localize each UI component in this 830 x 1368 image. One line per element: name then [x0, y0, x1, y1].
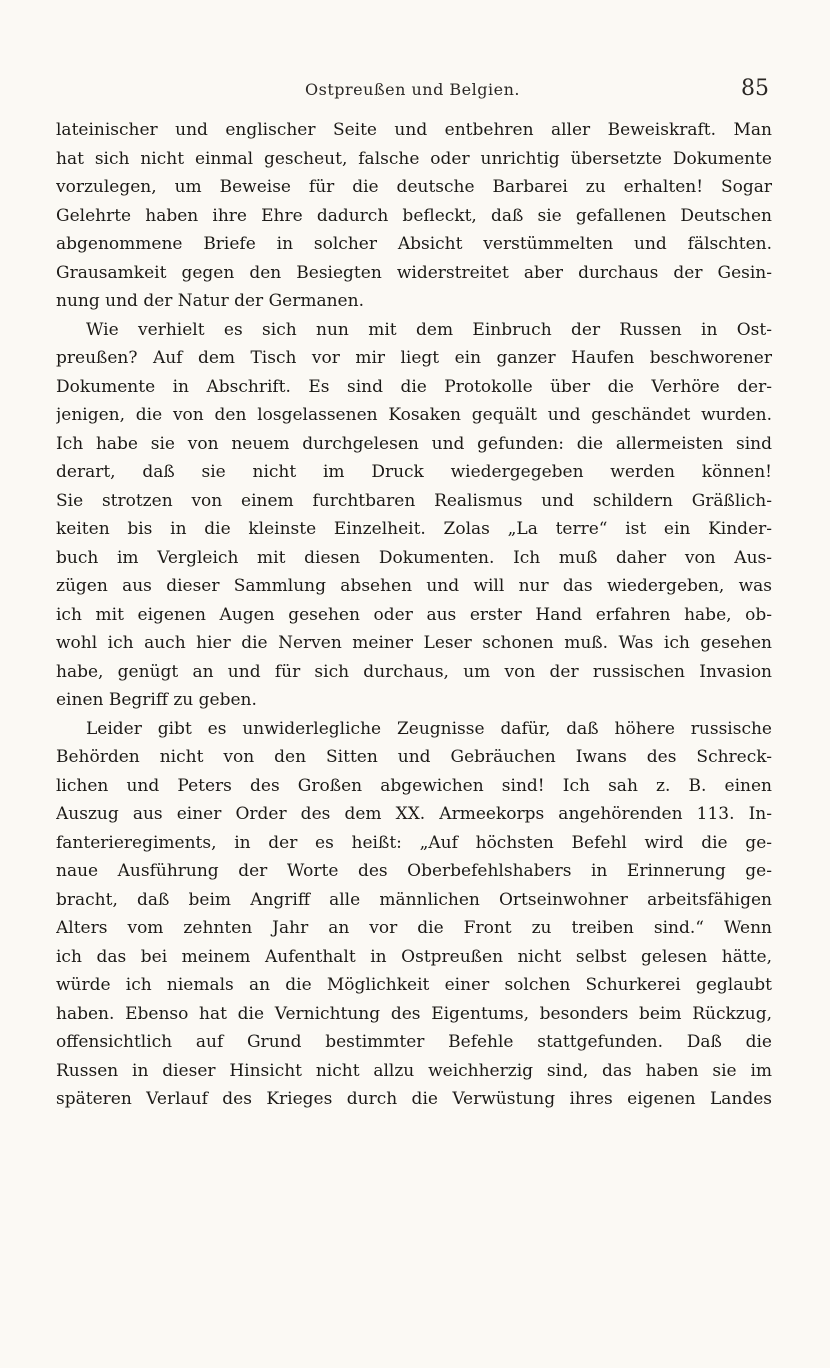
text-line: zügen aus dieser Sammlung absehen und will nur das wiedergeben, was — [56, 576, 772, 596]
text-line: Leider gibt es unwiderlegliche Zeugnisse dafür, daß höhere russische — [86, 718, 772, 739]
text-line: habe, genügt an und für sich durchaus, um von der russischen Invasion — [56, 661, 772, 682]
text-line: Grausamkeit gegen den Besiegten widerstreitet aber durchaus der Gesin- — [56, 262, 772, 283]
text-line: abgenommene Briefe in solcher Absicht verstümmelten und fälschten. — [56, 234, 772, 254]
running-title: Ostpreußen und Belgien. — [305, 80, 520, 99]
text-line: keiten bis in die kleinste Einzelheit. Zolas „La terre“ ist ein Kinder- — [56, 519, 772, 539]
text-line: lateinischer und englischer Seite und entbehren aller Beweiskraft. Man — [56, 120, 772, 140]
text-line: haben. Ebenso hat die Vernichtung des Eigentums, besonders beim Rückzug, — [56, 1003, 772, 1024]
running-head — [56, 76, 769, 110]
text-line: vorzulegen, um Beweise für die deutsche Barbarei zu erhalten! Sogar — [56, 177, 772, 197]
text-line: Ich habe sie von neuem durchgelesen und gefunden: die allermeisten sind — [56, 433, 772, 454]
text-line: späteren Verlauf des Krieges durch die Verwüstung ihres eigenen Landes — [56, 1089, 772, 1109]
text-line: Gelehrte haben ihre Ehre dadurch befleckt, daß sie gefallenen Deutschen — [56, 205, 772, 226]
text-line: hat sich nicht einmal gescheut, falsche oder unrichtig übersetzte Dokumente — [56, 148, 772, 169]
text-line: derart, daß sie nicht im Druck wiedergegeben werden können! — [56, 462, 772, 482]
text-line: lichen und Peters des Großen abgewichen sind! Ich sah z. B. einen — [56, 775, 772, 796]
text-line: Dokumente in Abschrift. Es sind die Protokolle über die Verhöre der- — [56, 376, 772, 397]
text-line: bracht, daß beim Angriff alle männlichen Ortseinwohner arbeitsfähigen — [56, 889, 772, 910]
text-line: ich mit eigenen Augen gesehen oder aus erster Hand erfahren habe, ob- — [56, 604, 772, 625]
text-line: Sie strotzen von einem furchtbaren Realismus und schildern Gräßlich- — [56, 490, 772, 511]
text-line: Auszug aus einer Order des dem XX. Armeekorps angehörenden 113. In- — [56, 804, 772, 824]
text-line: Russen in dieser Hinsicht nicht allzu weichherzig sind, das haben sie im — [56, 1060, 772, 1081]
text-line: naue Ausführung der Worte des Oberbefehlshabers in Erinnerung ge- — [56, 861, 772, 881]
text-line: buch im Vergleich mit diesen Dokumenten. Ich muß daher von Aus- — [56, 547, 772, 568]
text-line: Wie verhielt es sich nun mit dem Einbruch der Russen in Ost- — [86, 319, 772, 340]
text-line: einen Begriff zu geben. — [56, 690, 257, 710]
text-line: offensichtlich auf Grund bestimmter Befehle stattgefunden. Daß die — [56, 1032, 772, 1052]
text-line: wohl ich auch hier die Nerven meiner Leser schonen muß. Was ich gesehen — [56, 633, 772, 653]
text-line: preußen? Auf dem Tisch vor mir liegt ein ganzer Haufen beschworener — [56, 348, 772, 368]
text-line: jenigen, die von den losgelassenen Kosaken gequält und geschändet wurden. — [56, 405, 772, 425]
text-line: Alters vom zehnten Jahr an vor die Front zu treiben sind.“ Wenn — [56, 918, 772, 938]
body-text — [56, 116, 772, 1114]
text-line: Behörden nicht von den Sitten und Gebräuchen Iwans des Schreck- — [56, 747, 772, 767]
text-line: fanterieregiments, in der es heißt: „Auf höchsten Befehl wird die ge- — [56, 832, 772, 853]
text-line: ich das bei meinem Aufenthalt in Ostpreußen nicht selbst gelesen hätte, — [56, 946, 772, 967]
text-line: würde ich niemals an die Möglichkeit einer solchen Schurkerei geglaubt — [56, 975, 772, 995]
text-line: nung und der Natur der Germanen. — [56, 291, 364, 311]
page-number: 85 — [741, 76, 769, 101]
